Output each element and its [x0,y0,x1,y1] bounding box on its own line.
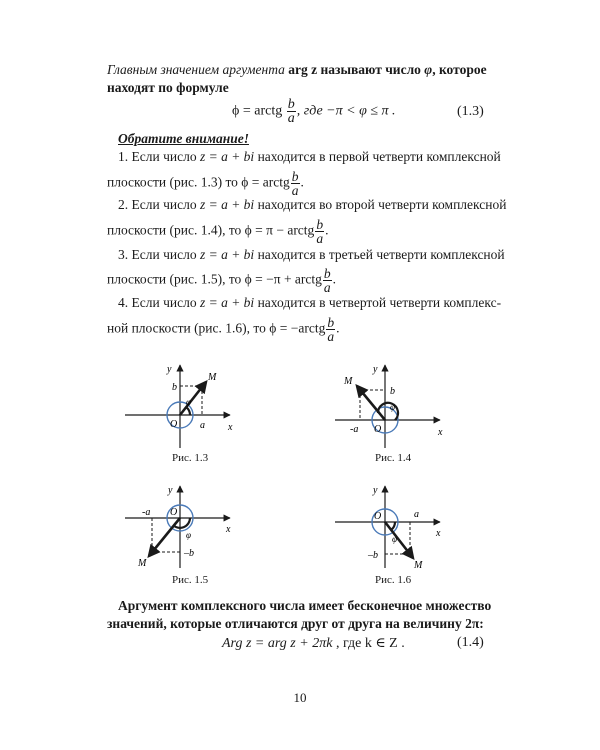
figure-1-4 [330,360,460,450]
phi-label: φ [186,397,191,407]
equation-number-1-4: (1.4) [457,635,484,650]
case-1-line-2 [107,170,492,197]
case-2-den: a [316,231,324,246]
fraction-b-over-a [287,98,296,125]
intro-line-1 [107,62,492,78]
case-2-fraction [315,218,324,245]
case-1-zexpr: z = a + bi [199,149,255,164]
case-4-den: a [327,329,335,344]
phi-symbol: φ [424,62,433,77]
b-label: –b [184,548,194,559]
case-3-tail: . [332,271,337,287]
phi-label: φ [392,534,397,544]
case-3-fraction [323,267,332,294]
case-3-num: b [323,266,331,281]
case-1-text-2: находится в первой четверти комплексной [254,149,501,164]
case-1-tail: . [300,174,304,190]
case-4-formula: ϕ = −arctg [269,320,326,336]
page-number: 10 [293,690,307,705]
y-label: y [373,485,378,496]
case-2-text-3: плоскости (рис. 1.4), то [107,222,245,238]
case-2-text-2: находится во второй четверти комплексной [254,197,507,212]
case-4-num: b [327,315,335,330]
x-label: x [436,528,441,539]
figure-1-5 [120,482,250,570]
intro-text-2: , которое [432,62,487,77]
angle-arc [391,522,395,530]
angle-arc [186,407,190,415]
case-3-text-3: плоскости (рис. 1.5), то [107,271,245,287]
case-2-zexpr: z = a + bi [199,197,255,212]
caption-1-6: Рис. 1.6 [375,574,412,586]
y-label: y [167,364,172,375]
case-2-formula: ϕ = π − arctg [244,222,315,238]
b-label: b [172,382,177,393]
closing-line-1: Аргумент комплексного числа имеет бесконечное множество [118,598,492,613]
origin-label: O [374,511,382,522]
equation-number-1-3: (1.3) [457,104,484,119]
case-4-line-1 [118,295,502,311]
case-3-den: a [323,280,331,295]
term-principal-argument: Главным значением аргумента [107,62,285,77]
phi-label: φ [390,402,395,412]
b-label: –b [368,550,378,561]
caption-1-4: Рис. 1.4 [375,452,412,464]
intro-text: называют число [317,62,425,77]
x-label: x [438,427,443,438]
caption-1-3: Рис. 1.3 [172,452,209,464]
case-3-text: 3. Если число [118,247,200,262]
formula-1-4-text: Arg z = arg z + 2πk [222,636,333,651]
x-label: x [226,524,231,535]
formula-1-3-lhs: ϕ = arctg [232,103,283,119]
point-m-label: M [138,558,147,569]
case-3-zexpr: z = a + bi [199,247,255,262]
phi-label: φ [186,530,191,540]
case-3-formula: ϕ = −π + arctg [244,271,322,287]
a-label: a [414,509,419,520]
case-2-line-1 [118,197,507,213]
y-label: y [168,485,173,496]
case-4-line-2 [107,316,492,343]
intro-line-2: находят по формуле [107,80,229,95]
origin-label: O [170,507,178,518]
case-2-num: b [316,217,324,232]
case-3-line-1 [118,247,505,263]
case-1-den: a [291,183,299,198]
case-2-text: 2. Если число [118,197,200,212]
case-4-text: 4. Если число [118,295,200,310]
arg-z: arg z [288,62,318,77]
figure-1-6 [330,482,460,570]
case-3-line-2 [107,267,492,294]
origin-label: O [170,419,178,430]
a-label: -a [142,507,151,518]
fraction-numerator: b [287,97,295,112]
a-label: -a [350,424,359,435]
case-2-tail: . [325,222,329,238]
origin-label: O [374,424,382,435]
figure-1-3 [120,360,250,450]
case-4-fraction [326,316,335,343]
case-1-formula: ϕ = arctg [241,174,290,190]
a-label: a [200,420,205,431]
y-label: y [373,364,378,375]
vector-om [385,522,413,558]
point-m-label: M [344,376,353,387]
case-4-text-2: находится в четвертой четверти комплекс- [254,295,502,310]
point-m-label: M [414,560,423,570]
formula-1-4-condition: , где k ∈ Z . [332,636,405,651]
vector-om [357,386,385,420]
formula-1-3-condition: , где −π < φ ≤ π . [296,103,396,119]
formula-1-3 [232,98,396,125]
case-1-text: 1. Если число [118,149,200,164]
case-1-text-3: плоскости (рис. 1.3) то [107,174,242,190]
caption-1-5: Рис. 1.5 [172,574,209,586]
closing-line-2: значений, которые отличаются друг от друга на величину 2π: [107,616,484,631]
case-1-fraction [291,170,300,197]
b-label: b [390,386,395,397]
x-label: x [228,422,233,433]
case-1-line-1 [118,149,501,165]
formula-1-4 [222,635,405,652]
fraction-denominator: a [287,111,295,126]
case-4-tail: . [336,320,340,336]
case-3-text-2: находится в третьей четверти комплексной [254,247,505,262]
point-m-label: M [208,372,217,383]
note-heading: Обратите внимание! [118,131,249,146]
case-1-num: b [291,169,299,184]
case-4-text-3: ной плоскости (рис. 1.6), то [107,320,270,336]
vector-om [149,518,180,556]
case-4-zexpr: z = a + bi [199,295,255,310]
case-2-line-2 [107,218,492,245]
